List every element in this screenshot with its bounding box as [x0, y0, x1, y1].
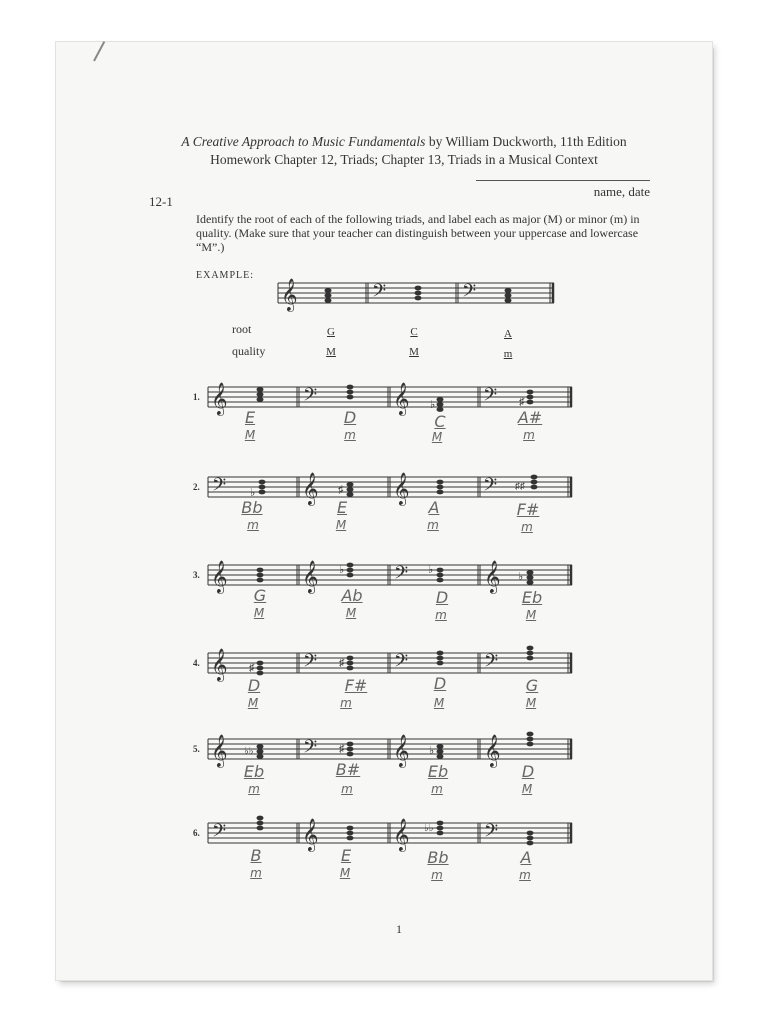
- row-5-answer-4-root[interactable]: D: [521, 762, 535, 781]
- example-label: EXAMPLE:: [196, 270, 254, 281]
- svg-text:♭♭: ♭♭: [424, 823, 434, 834]
- svg-text:𝄞: 𝄞: [302, 560, 319, 593]
- book-title: [56, 134, 712, 150]
- svg-text:𝄢: 𝄢: [212, 821, 227, 846]
- row-2-answer-3-quality[interactable]: m: [427, 518, 439, 532]
- row-1-answer-1-quality[interactable]: M: [244, 428, 256, 442]
- svg-text:♭♭: ♭♭: [244, 746, 254, 757]
- svg-text:♭: ♭: [430, 399, 436, 411]
- svg-text:𝄞: 𝄞: [302, 818, 319, 851]
- svg-text:𝄢: 𝄢: [303, 385, 318, 410]
- svg-text:𝄢: 𝄢: [212, 475, 227, 500]
- row-5-answer-3-quality[interactable]: m: [431, 782, 443, 796]
- row-5-answer-2-quality[interactable]: m: [341, 782, 353, 796]
- page-number: 1: [396, 922, 402, 936]
- root-label: root: [232, 322, 252, 336]
- row-6-number: 6.: [193, 828, 200, 838]
- row-2-answer-1-quality[interactable]: m: [247, 518, 259, 532]
- svg-text:𝄞: 𝄞: [484, 560, 501, 593]
- row-4-staff: [208, 648, 572, 681]
- row-5-answer-3-root[interactable]: Eb: [427, 762, 449, 781]
- row-6-answer-2-quality[interactable]: M: [339, 866, 351, 880]
- row-6-staff: [208, 818, 572, 851]
- svg-text:𝄢: 𝄢: [484, 821, 499, 846]
- name-date-line: [476, 180, 650, 181]
- svg-text:𝄞: 𝄞: [281, 278, 298, 311]
- quality-label: quality: [232, 344, 266, 358]
- example-staff: [278, 278, 554, 311]
- row-2-answer-3-root[interactable]: A: [428, 498, 440, 517]
- row-5-answer-4-quality[interactable]: M: [521, 782, 533, 796]
- svg-text:♭: ♭: [250, 487, 256, 499]
- svg-text:𝄢: 𝄢: [462, 281, 477, 306]
- pen-mark: [93, 41, 105, 61]
- row-2-number: 2.: [193, 482, 200, 492]
- row-1-answer-4-quality[interactable]: m: [523, 428, 535, 442]
- row-3-answer-1-quality[interactable]: M: [253, 606, 265, 620]
- svg-text:𝄢: 𝄢: [483, 385, 498, 410]
- svg-text:♭: ♭: [518, 571, 524, 583]
- row-4-answer-3-quality[interactable]: M: [433, 696, 445, 710]
- row-3-answer-2-root[interactable]: Ab: [341, 586, 363, 605]
- row-1-answer-3-root[interactable]: C: [434, 412, 446, 431]
- name-date-label: name, date: [593, 184, 650, 199]
- svg-text:𝄞: 𝄞: [484, 734, 501, 767]
- svg-text:♭: ♭: [428, 564, 434, 576]
- svg-text:♯: ♯: [249, 662, 255, 674]
- example-quality-3: m: [503, 348, 513, 360]
- row-1-answer-4-root[interactable]: A#: [517, 408, 543, 427]
- exercise-number: 12-1: [149, 194, 173, 209]
- row-6-answer-1-quality[interactable]: m: [250, 866, 262, 880]
- homework-subtitle: Homework Chapter 12, Triads; Chapter 13, Triads in a Musical Context: [210, 152, 598, 167]
- row-6-answer-4-root[interactable]: A: [520, 848, 532, 867]
- row-5-number: 5.: [193, 744, 200, 754]
- row-3-number: 3.: [193, 570, 200, 580]
- row-3-answer-2-quality[interactable]: M: [345, 606, 357, 620]
- row-4-answer-2-quality[interactable]: m: [340, 696, 352, 710]
- svg-text:𝄢: 𝄢: [303, 651, 318, 676]
- row-5-answer-1-root[interactable]: Eb: [243, 762, 265, 781]
- svg-text:♯: ♯: [519, 396, 525, 408]
- svg-text:♯: ♯: [339, 743, 345, 755]
- svg-text:𝄞: 𝄞: [211, 382, 228, 415]
- svg-text:𝄞: 𝄞: [211, 734, 228, 767]
- example-quality-2: M: [409, 346, 419, 358]
- svg-text:𝄢: 𝄢: [372, 281, 387, 306]
- svg-text:𝄞: 𝄞: [211, 560, 228, 593]
- svg-text:♭: ♭: [339, 564, 345, 576]
- svg-text:𝄢: 𝄢: [483, 475, 498, 500]
- row-4-answer-1-root[interactable]: D: [247, 676, 261, 695]
- example-root-3: A: [504, 328, 512, 340]
- row-3-answer-3-quality[interactable]: m: [435, 608, 447, 622]
- row-2-answer-4-root[interactable]: F#: [516, 500, 540, 519]
- book-author-edition: by William Duckworth, 11th Edition: [425, 134, 627, 149]
- example-root-1: G: [327, 326, 335, 338]
- row-1-number: 1.: [193, 392, 200, 402]
- row-4-number: 4.: [193, 658, 200, 668]
- row-4-answer-4-root[interactable]: G: [525, 676, 539, 695]
- svg-text:𝄞: 𝄞: [393, 818, 410, 851]
- svg-text:𝄢: 𝄢: [303, 737, 318, 762]
- example-quality-1: M: [326, 346, 336, 358]
- svg-text:♭: ♭: [429, 745, 435, 757]
- exercise-instructions: Identify the root of each of the following triads, and label each as major (M) or minor (m) in quality. (Make sure that your teacher can distinguish between your uppercase and lowercase “M”.): [196, 212, 640, 254]
- row-3-answer-1-root[interactable]: G: [253, 586, 267, 605]
- row-6-answer-2-root[interactable]: E: [340, 846, 352, 865]
- row-4-answer-2-root[interactable]: F#: [344, 676, 368, 695]
- row-4-answer-4-quality[interactable]: M: [525, 696, 537, 710]
- svg-text:𝄞: 𝄞: [302, 472, 319, 505]
- svg-text:♯♯: ♯♯: [515, 481, 525, 492]
- row-5-staff: [208, 734, 572, 767]
- svg-text:𝄞: 𝄞: [393, 382, 410, 415]
- row-2-answer-2-quality[interactable]: M: [335, 518, 347, 532]
- row-2-answer-2-root[interactable]: E: [336, 498, 348, 517]
- row-4-answer-3-root[interactable]: D: [433, 674, 447, 693]
- svg-text:𝄢: 𝄢: [484, 651, 499, 676]
- row-5-answer-2-root[interactable]: B#: [335, 760, 361, 779]
- svg-text:♯: ♯: [338, 484, 344, 496]
- row-1-answer-2-quality[interactable]: m: [344, 428, 356, 442]
- svg-text:𝄞: 𝄞: [393, 734, 410, 767]
- worksheet-page: [56, 42, 712, 980]
- row-1-answer-3-quality[interactable]: M: [431, 430, 443, 444]
- row-6-answer-1-root[interactable]: B: [250, 846, 262, 865]
- row-3-answer-4-root[interactable]: Eb: [521, 588, 543, 607]
- row-2-answer-1-root[interactable]: Bb: [241, 498, 263, 517]
- svg-text:♯: ♯: [339, 657, 345, 669]
- row-3-answer-3-root[interactable]: D: [435, 588, 449, 607]
- row-2-answer-4-quality[interactable]: m: [521, 520, 533, 534]
- row-3-answer-4-quality[interactable]: M: [525, 608, 537, 622]
- example-root-2: C: [410, 326, 418, 338]
- row-4-answer-1-quality[interactable]: M: [247, 696, 259, 710]
- svg-text:𝄢: 𝄢: [394, 651, 409, 676]
- row-5-answer-1-quality[interactable]: m: [248, 782, 260, 796]
- row-6-answer-3-quality[interactable]: m: [431, 868, 443, 882]
- svg-text:𝄢: 𝄢: [394, 563, 409, 588]
- row-6-answer-3-root[interactable]: Bb: [427, 848, 449, 867]
- row-1-answer-1-root[interactable]: E: [244, 408, 256, 427]
- svg-text:𝄞: 𝄞: [393, 472, 410, 505]
- row-6-answer-4-quality[interactable]: m: [519, 868, 531, 882]
- svg-text:𝄞: 𝄞: [211, 648, 228, 681]
- book-title-italic: A Creative Approach to Music Fundamentals: [181, 134, 426, 149]
- row-1-answer-2-root[interactable]: D: [343, 408, 357, 427]
